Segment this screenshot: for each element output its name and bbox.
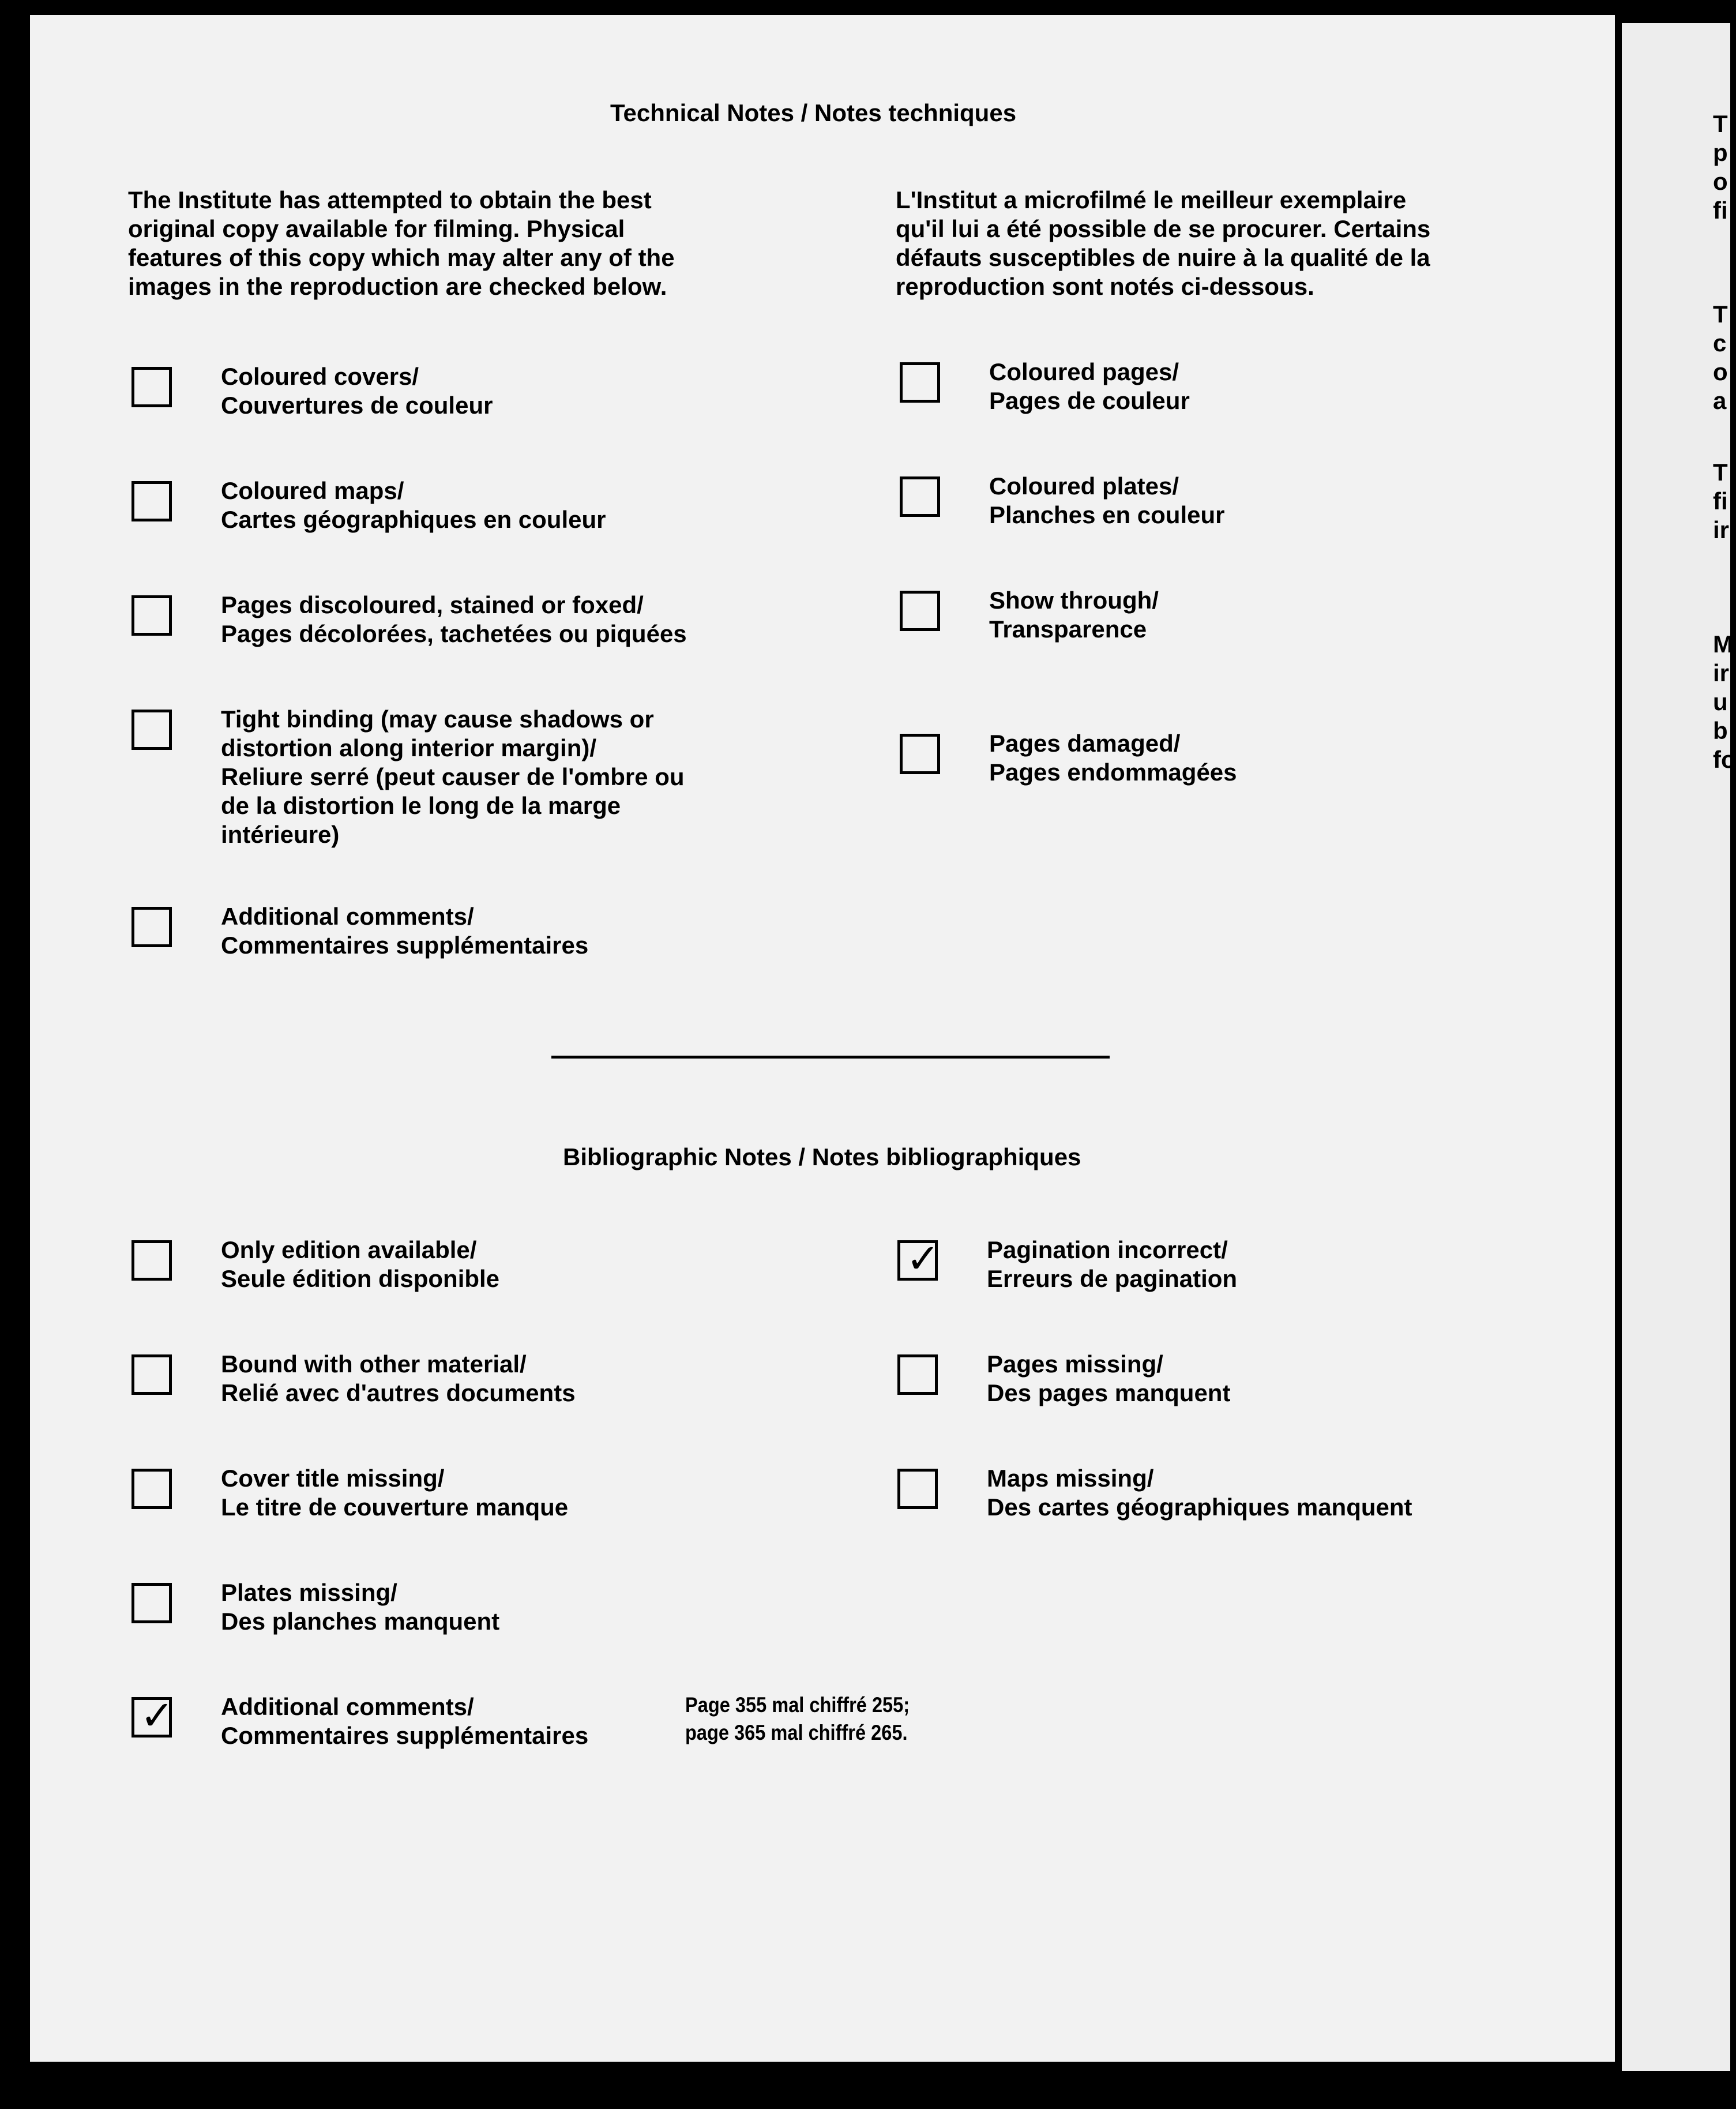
item-label: Coloured plates/ Planches en couleur	[989, 472, 1225, 528]
checkbox[interactable]	[131, 481, 172, 521]
checkbox[interactable]	[131, 1354, 172, 1395]
item-label: Show through/ Transparence	[989, 587, 1159, 643]
checkbox[interactable]	[897, 1469, 938, 1509]
item-label: Pagination incorrect/ Erreurs de pagination	[987, 1236, 1238, 1292]
item-label: Pages missing/ Des pages manquent	[987, 1350, 1231, 1406]
adjacent-page-text-lower: T fi ir	[1713, 459, 1730, 543]
checkbox[interactable]	[897, 1235, 940, 1282]
item-label: Coloured maps/ Cartes géographiques en couleur	[221, 477, 606, 533]
pagination-comment: Page 355 mal chiffré 255; page 365 mal chiffré 265.	[685, 1693, 910, 1744]
checkbox[interactable]	[131, 1240, 172, 1281]
checkbox[interactable]	[900, 734, 940, 774]
item-label: Coloured pages/ Pages de couleur	[989, 358, 1190, 414]
item-label: Maps missing/ Des cartes géographiques manquent	[987, 1465, 1412, 1521]
item-label: Plates missing/ Des planches manquent	[221, 1579, 500, 1635]
checkbox[interactable]	[900, 476, 940, 517]
technical-notes-title: Technical Notes / Notes techniques	[610, 99, 1017, 126]
check-mark-icon: ✓	[906, 1235, 940, 1282]
item-label: Coloured covers/ Couvertures de couleur	[221, 363, 493, 419]
technical-intro-english: The Institute has attempted to obtain the best original copy available for filming. Physical features of this copy which may alter any of the images in the reproduction are checked below.	[128, 186, 675, 300]
checkbox[interactable]	[131, 1583, 172, 1623]
section-divider	[551, 1056, 1110, 1059]
checkbox[interactable]	[900, 362, 940, 403]
item-label: Additional comments/ Commentaires supplémentaires	[221, 903, 589, 959]
technical-intro-french: L'Institut a microfilmé le meilleur exemplaire qu'il lui a été possible de se procurer. Certains défauts susceptibles de nuire à la qualité de la reproduction sont notés ci-dessous.	[896, 186, 1431, 300]
bibliographic-notes-title: Bibliographic Notes / Notes bibliographiques	[563, 1143, 1081, 1170]
checkbox[interactable]	[900, 591, 940, 631]
checkbox[interactable]	[131, 1692, 174, 1739]
adjacent-page-text-middle: T c o a	[1713, 301, 1728, 414]
item-label: Additional comments/ Commentaires supplémentaires	[221, 1693, 589, 1749]
checkbox[interactable]	[131, 595, 172, 636]
item-label: Tight binding (may cause shadows or distortion along interior margin)/ Reliure serré (peut causer de l'ombre ou de la distortion le long de la marge intérieure)	[221, 705, 685, 848]
checkbox[interactable]	[897, 1354, 938, 1395]
checkbox[interactable]	[131, 710, 172, 750]
checkbox[interactable]	[131, 367, 172, 407]
item-label: Bound with other material/ Relié avec d'autres documents	[221, 1350, 576, 1406]
item-label: Pages damaged/ Pages endommagées	[989, 730, 1237, 786]
scanned-page	[30, 15, 1615, 2062]
check-mark-icon: ✓	[140, 1692, 174, 1739]
adjacent-page-text-top: T p o fi	[1713, 110, 1728, 224]
item-label: Cover title missing/ Le titre de couverture manque	[221, 1465, 569, 1521]
item-label: Only edition available/ Seule édition disponible	[221, 1236, 500, 1292]
checkbox[interactable]	[131, 1469, 172, 1509]
checkbox[interactable]	[131, 907, 172, 947]
item-label: Pages discoloured, stained or foxed/ Pages décolorées, tachetées ou piquées	[221, 591, 687, 647]
adjacent-page-text-bottom: M ir u b fo	[1713, 631, 1736, 773]
